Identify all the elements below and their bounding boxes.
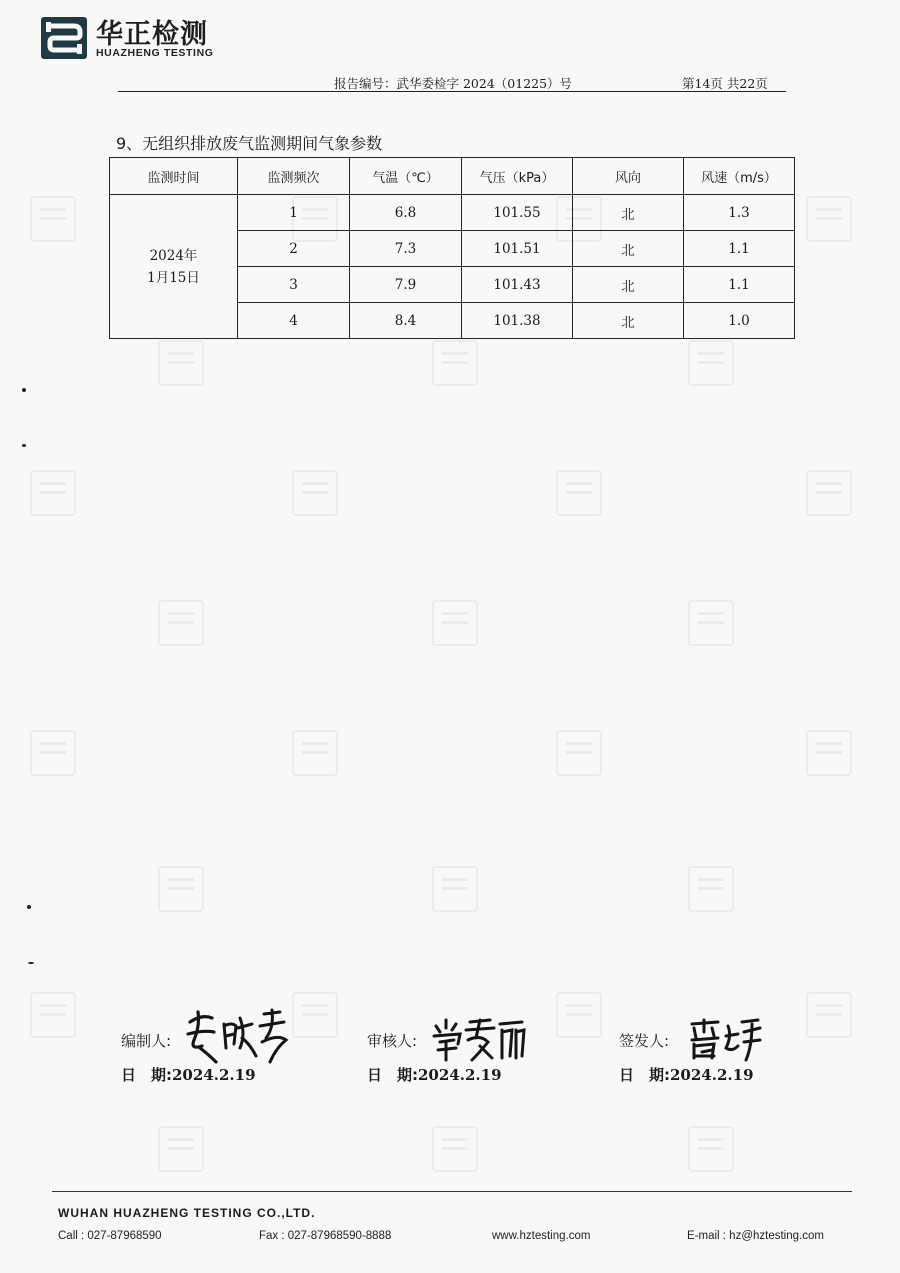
watermark-tile xyxy=(30,470,76,516)
column-header: 风向 xyxy=(573,158,684,195)
watermark-tile xyxy=(432,1126,478,1172)
temperature-cell: 8.4 xyxy=(350,303,462,339)
pressure-cell: 101.43 xyxy=(462,267,573,303)
wind-direction-cell: 北 xyxy=(573,267,684,303)
page-number: 第14页 共22页 xyxy=(682,76,768,91)
reviewer-date-label: 日 期: xyxy=(367,1066,418,1084)
reviewer-label: 审核人: xyxy=(367,1032,418,1050)
compiler-label: 编制人: xyxy=(121,1032,172,1050)
footer-divider xyxy=(52,1191,852,1192)
compiler-date-label: 日 期: xyxy=(121,1066,172,1084)
report-number: 报告编号：武华委检字 2024（01225）号 xyxy=(334,76,573,91)
compiler-signature xyxy=(180,1004,295,1066)
compiler-date-value: 2024.2.19 xyxy=(172,1066,256,1084)
reviewer-date-line xyxy=(367,1064,502,1085)
watermark-tile xyxy=(806,730,852,776)
temperature-cell: 6.8 xyxy=(350,195,462,231)
issuer-signature xyxy=(686,1016,764,1064)
footer-fax: Fax : 027-87968590-8888 xyxy=(259,1230,392,1242)
watermark-tile xyxy=(158,600,204,646)
watermark-tile xyxy=(292,992,338,1038)
scan-speck xyxy=(27,905,31,909)
watermark-tile xyxy=(292,730,338,776)
wind-direction-cell: 北 xyxy=(573,303,684,339)
wind-speed-cell: 1.1 xyxy=(684,231,795,267)
monitoring-date-cell xyxy=(110,195,238,339)
issuer-label: 签发人: xyxy=(619,1032,670,1050)
watermark-tile xyxy=(688,866,734,912)
date-line-year: 2024年 xyxy=(149,247,198,264)
scan-speck xyxy=(28,962,34,964)
watermark-tile xyxy=(556,730,602,776)
scan-speck xyxy=(22,444,26,447)
watermark-tile xyxy=(432,600,478,646)
watermark-tile xyxy=(292,470,338,516)
reviewer-date-value: 2024.2.19 xyxy=(418,1066,502,1084)
pressure-cell: 101.51 xyxy=(462,231,573,267)
temperature-cell: 7.9 xyxy=(350,267,462,303)
wind-direction-cell: 北 xyxy=(573,195,684,231)
watermark-tile xyxy=(432,340,478,386)
frequency-cell: 3 xyxy=(238,267,350,303)
watermark-tile xyxy=(688,1126,734,1172)
pressure-cell: 101.55 xyxy=(462,195,573,231)
footer-email: E-mail : hz@hztesting.com xyxy=(687,1230,824,1242)
table-row xyxy=(110,195,795,231)
reviewer-signature xyxy=(430,1016,526,1064)
watermark-tile xyxy=(806,992,852,1038)
footer-company: WUHAN HUAZHENG TESTING CO.,LTD. xyxy=(58,1206,316,1220)
footer-website: www.hztesting.com xyxy=(492,1230,591,1242)
issuer-date-label: 日 期: xyxy=(619,1066,670,1084)
scan-speck xyxy=(22,388,26,392)
pressure-cell: 101.38 xyxy=(462,303,573,339)
table-header-row xyxy=(110,158,795,195)
watermark-tile xyxy=(30,992,76,1038)
watermark-tile xyxy=(158,340,204,386)
company-logo-en: HUAZHENG TESTING xyxy=(96,47,214,59)
frequency-cell: 2 xyxy=(238,231,350,267)
watermark-tile xyxy=(556,470,602,516)
wind-speed-cell: 1.3 xyxy=(684,195,795,231)
frequency-cell: 1 xyxy=(238,195,350,231)
footer-phone: Call : 027-87968590 xyxy=(58,1230,162,1242)
watermark-tile xyxy=(688,600,734,646)
column-header: 监测时间 xyxy=(110,158,238,195)
issuer-date-line xyxy=(619,1064,754,1085)
issuer-date-value: 2024.2.19 xyxy=(670,1066,754,1084)
wind-speed-cell: 1.0 xyxy=(684,303,795,339)
column-header: 监测频次 xyxy=(238,158,350,195)
column-header: 气温（℃） xyxy=(350,158,462,195)
date-line-day: 1月15日 xyxy=(147,269,200,286)
watermark-tile xyxy=(806,196,852,242)
column-header: 气压（kPa） xyxy=(462,158,573,195)
wind-speed-cell: 1.1 xyxy=(684,267,795,303)
huazheng-logo-icon xyxy=(40,16,88,60)
watermark-tile xyxy=(30,730,76,776)
frequency-cell: 4 xyxy=(238,303,350,339)
temperature-cell: 7.3 xyxy=(350,231,462,267)
watermark-tile xyxy=(688,340,734,386)
watermark-tile xyxy=(806,470,852,516)
watermark-tile xyxy=(158,1126,204,1172)
section-title: 9、无组织排放废气监测期间气象参数 xyxy=(116,134,383,153)
wind-direction-cell: 北 xyxy=(573,231,684,267)
header-divider xyxy=(118,91,786,92)
column-header: 风速（m/s） xyxy=(684,158,795,195)
watermark-tile xyxy=(30,196,76,242)
watermark-tile xyxy=(158,866,204,912)
watermark-tile xyxy=(556,992,602,1038)
watermark-tile xyxy=(432,866,478,912)
weather-parameters-table xyxy=(109,157,795,339)
company-logo-cn: 华正检测 xyxy=(96,19,208,50)
compiler-date-line xyxy=(121,1064,256,1085)
